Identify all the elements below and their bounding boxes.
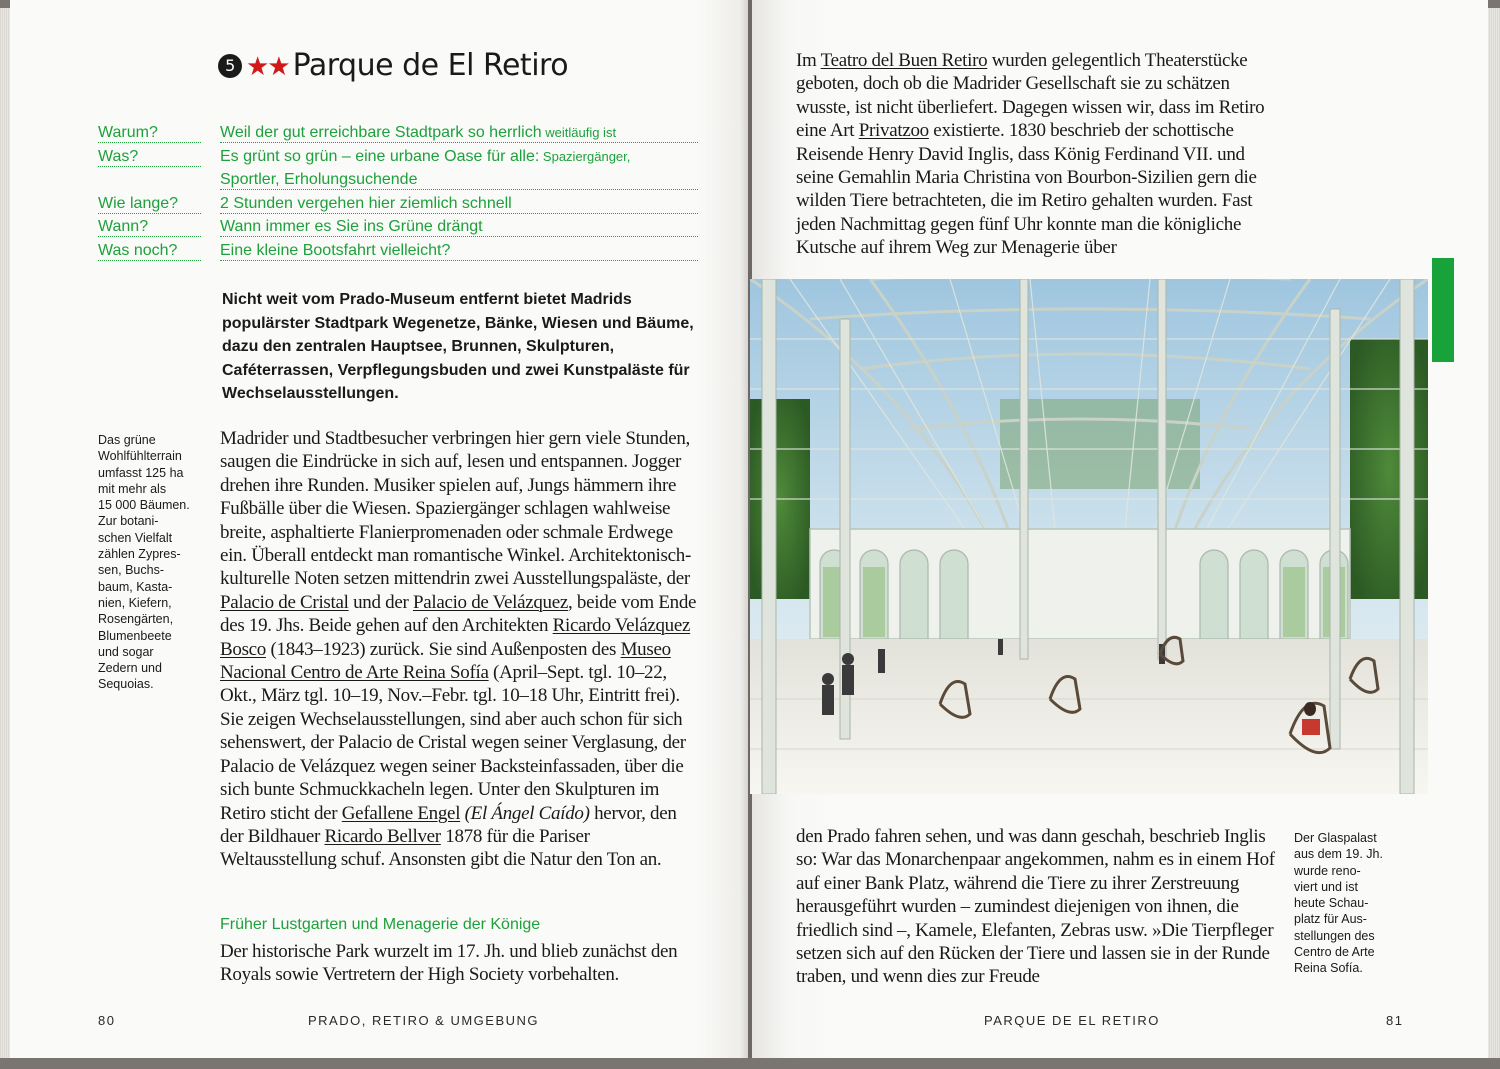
page-stack-right bbox=[1488, 8, 1500, 1058]
link-palacio-de-cristal[interactable]: Palacio de Cristal bbox=[220, 591, 349, 613]
qa-answer: Eine kleine Bootsfahrt vielleicht? bbox=[220, 242, 698, 261]
section-subheading: Früher Lustgarten und Menagerie der Könige bbox=[220, 916, 541, 933]
right-top-text: Im Teatro del Buen Retiro wurden gelegentlich Theaterstücke geboten, doch ob die Madrider Gesellschaft sie zu schätzen wusste, ist nicht überliefert. Dagegen wissen wir, dass im Retiro eine Art Privatzoo existierte. 1830 beschrieb der schottische Reisende Henry David Inglis, dass König Ferdinand VII. und seine Gemahlin Maria Christina von Bourbon-Sizilien gern die wilden Tiere betrachteten, die im Retiro gehalten wurden. Fast jeden Nachmittag gegen fünf Uhr konnte man die königliche Kutsche auf ihrem Weg zur Menagerie über bbox=[796, 50, 1265, 259]
running-head: PARQUE DE EL RETIRO bbox=[984, 1013, 1160, 1028]
running-head: PRADO, RETIRO & UMGEBUNG bbox=[308, 1013, 540, 1028]
margin-note: Das grüne Wohlfühlterrain umfasst 125 ha mit mehr als 15 000 Bäumen. Zur botani- schen Vielfalt zählen Zypres- sen, Buchs- baum, Kasta- nien, Kiefern, Rosengärten, Blumenbeete und sogar Zedern und Sequoias. bbox=[98, 433, 190, 692]
page-number: 81 bbox=[1386, 1013, 1404, 1028]
sight-number-badge: 5 bbox=[218, 54, 242, 78]
link-museo-reina-sofia[interactable]: Museo Nacional Centro de Arte Reina Sofía bbox=[220, 638, 671, 684]
qa-question: Was noch? bbox=[98, 242, 201, 261]
page-stack-left bbox=[0, 8, 10, 1058]
qa-answer: Weil der gut erreichbare Stadtpark so herrlich weitläufig ist bbox=[220, 124, 698, 143]
link-privatzoo[interactable]: Privatzoo bbox=[858, 120, 929, 142]
page-number: 80 bbox=[98, 1013, 116, 1028]
qa-answer: Wann immer es Sie ins Grüne drängt bbox=[220, 218, 698, 237]
link-teatro-del-buen-retiro[interactable]: Teatro del Buen Retiro bbox=[820, 50, 988, 71]
qa-question: Wann? bbox=[98, 218, 201, 237]
qa-question: Warum? bbox=[98, 124, 201, 143]
qa-answer: Sportler, Erholungsuchende bbox=[220, 171, 698, 190]
body-text: Madrider und Stadtbesucher verbringen hier gern viele Stunden, saugen die Eindrücke in sich auf, lesen und entspannen. Jogger drehen ihre Runden. Musiker spielen auf, Jungs hämmern ihre Fußbälle über die Wiesen. Spaziergänger schlagen wahlweise breite, asphaltierte Flanierpromenaden oder schmale Erdwege ein. Überall entdeckt man romantische Winkel. Architektonisch-kulturelle Noten setzen mittendrin zwei Ausstellungspaläste, der Palacio de Cristal und der Palacio de Velázquez, beide vom Ende des 19. Jhs. Beide gehen auf den Architekten Ricardo Velázquez Bosco (1843–1923) zurück. Sie sind Außenposten des Museo Nacional Centro de Arte Reina Sofía (April–Sept. tgl. 10–22, Okt., März tgl. 10–19, Nov.–Febr. tgl. 10–18 Uhr, Eintritt frei). Sie zeigen Wechselausstellungen, sind aber auch schon für sich sehenswert, der Palacio de Cristal wegen seiner Verglasung, der Palacio de Velázquez wegen seiner Backsteinfassaden, über die sich bunte Schmuckkacheln legen. Unter den Skulpturen im Retiro sticht der Gefallene Engel (El Ángel Caído) hervor, den der Bildhauer Ricardo Bellver 1878 für die Pariser Weltausstellung schuf. Ansonsten gibt die Natur den Ton an. bbox=[220, 428, 697, 871]
intro-paragraph: Nicht weit vom Prado-Museum entfernt bietet Madrids populärster Stadtpark Wegenetze, Bänke, Wiesen und Bäume, dazu den zentralen Hauptsee, Brunnen, Skulpturen, Caféterrassen, Verpflegungsbuden und zwei Kunstpaläste für Wechselausstellungen. bbox=[222, 291, 694, 402]
body-text-2: Der historische Park wurzelt im 17. Jh. und blieb zunächst den Royals sowie Vertretern der High Society vorbehalten. bbox=[220, 941, 678, 986]
photo-palacio-de-cristal bbox=[750, 279, 1428, 794]
link-ricardo-velazquez-bosco[interactable]: Ricardo Velázquez Bosco bbox=[220, 615, 691, 660]
star-rating-icon: ★★ bbox=[246, 52, 289, 82]
link-palacio-de-velazquez[interactable]: Palacio de Velázquez bbox=[412, 591, 569, 613]
qa-question: Was? bbox=[98, 148, 201, 167]
qa-answer: Es grünt so grün – eine urbane Oase für alle: Spaziergänger, bbox=[220, 148, 631, 165]
photo-caption: Der Glaspalast aus dem 19. Jh. wurde reno- viert und ist heute Schau- platz für Aus- stellungen des Centro de Arte Reina Sofía. bbox=[1294, 831, 1383, 976]
link-ricardo-bellver[interactable]: Ricardo Bellver bbox=[324, 825, 441, 847]
chapter-tab-marker bbox=[1432, 258, 1454, 362]
page-title bbox=[218, 48, 568, 83]
title-text: Parque de El Retiro bbox=[292, 48, 569, 83]
qa-question: Wie lange? bbox=[98, 195, 201, 214]
right-bottom-text: den Prado fahren sehen, und was dann geschah, beschrieb Inglis so: War das Monarchenpaar angekommen, nahm es in einem Hof auf einer Bank Platz, während die Tiere zu ihrer Zerstreuung herausgeführt wurden – zumindest diejenigen von ihnen, die friedlich sind –, Kamele, Elefanten, Zebras usw. »Die Tierpfleger setzen sich auf den Rücken der Tiere und lassen sie in der Runde traben, und wenn dies zur Freude bbox=[796, 826, 1275, 988]
left-page bbox=[10, 0, 748, 1058]
qa-answer: 2 Stunden vergehen hier ziemlich schnell bbox=[220, 195, 698, 214]
link-gefallene-engel[interactable]: Gefallene Engel bbox=[341, 802, 461, 824]
